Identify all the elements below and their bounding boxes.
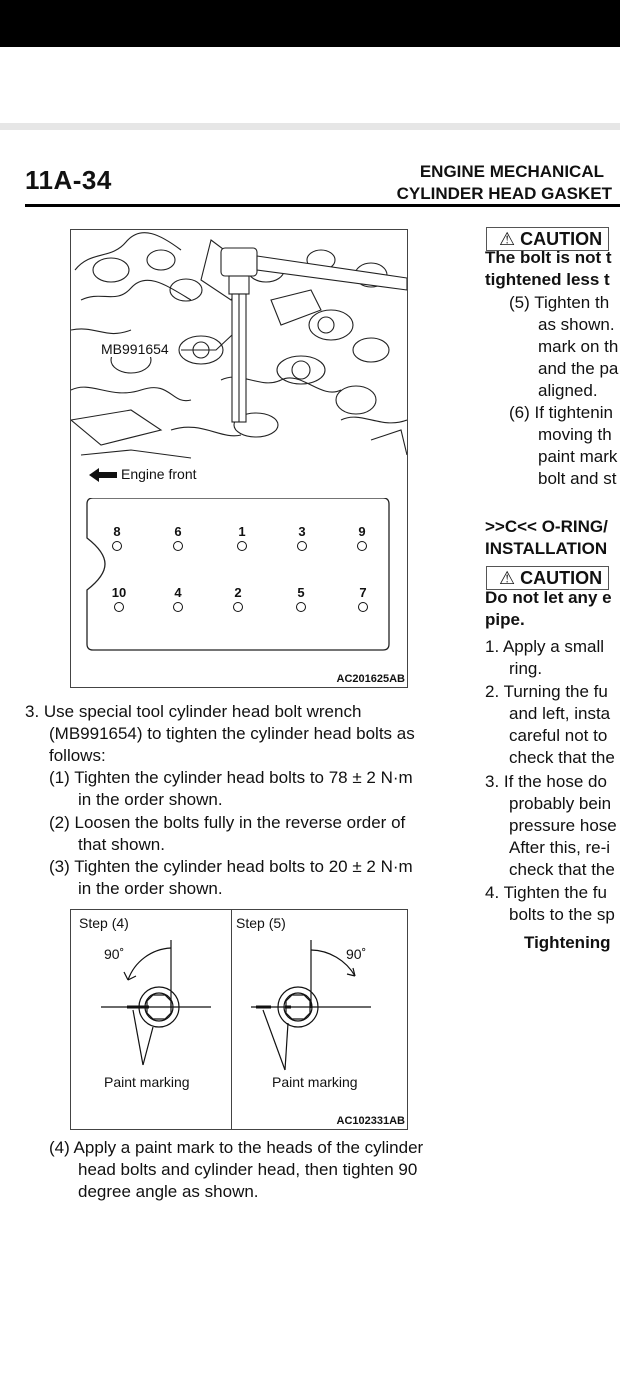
- step-4-title: Step (4): [79, 915, 129, 931]
- step-3-line: 3. Use special tool cylinder head bolt wrench: [25, 702, 362, 721]
- bolt-angle-diagram-right: [231, 910, 407, 1080]
- substep-3-line: in the order shown.: [78, 879, 223, 898]
- bolt-order-figure: [70, 229, 408, 688]
- section-heading: INSTALLATION: [485, 539, 608, 558]
- substep-1-line: (1) Tighten the cylinder head bolts to 78 ± 2 N·m: [49, 768, 413, 787]
- substep-4-line: head bolts and cylinder head, then tighten 90: [78, 1160, 418, 1179]
- torque-angle-figure: [70, 909, 408, 1130]
- item-3-line: After this, re-i: [509, 838, 611, 857]
- item-2-line: and left, insta: [509, 704, 611, 723]
- caution-text: pipe.: [485, 610, 525, 629]
- bolt-number: 10: [111, 585, 127, 600]
- substep-4-line: degree angle as shown.: [78, 1182, 259, 1201]
- tool-label: MB991654: [101, 341, 169, 357]
- step-5-title: Step (5): [236, 915, 286, 931]
- bolt-marker: [107, 525, 127, 551]
- item-1-line: ring.: [509, 659, 543, 678]
- bolt-marker: [168, 525, 188, 551]
- substep-2-line: (2) Loosen the bolts fully in the reverse order of: [49, 813, 406, 832]
- figure-code: AC102331AB: [336, 1115, 405, 1127]
- bolt-number: 2: [234, 585, 242, 600]
- angle-label: 90˚: [346, 946, 367, 962]
- bolt-marker: [232, 525, 252, 551]
- step-6-line: bolt and st: [538, 469, 617, 488]
- item-2-line: 2. Turning the fu: [485, 682, 608, 701]
- section-heading: >>C<< O-RING/: [485, 517, 608, 536]
- substep-2-line: that shown.: [78, 835, 165, 854]
- step-5-line: mark on th: [538, 337, 619, 356]
- top-bar: [0, 0, 620, 47]
- step-5-line: aligned.: [538, 381, 598, 400]
- item-3-line: 3. If the hose do: [485, 772, 607, 791]
- caution-text: tightened less t: [485, 270, 610, 289]
- bolt-marker: [228, 586, 248, 612]
- caution-label: CAUTION: [520, 568, 603, 588]
- figure-code: AC201625AB: [336, 673, 405, 685]
- item-2-line: careful not to: [509, 726, 608, 745]
- bolt-marker: [292, 525, 312, 551]
- section-title: ENGINE MECHANICAL: [419, 162, 604, 181]
- item-3-line: pressure hose: [509, 816, 617, 835]
- bolt-marker: [291, 586, 311, 612]
- warning-icon: ⚠: [499, 568, 516, 588]
- item-4-line: 4. Tighten the fu: [485, 883, 607, 902]
- bolt-number: 5: [297, 585, 305, 600]
- bolt-number: 9: [358, 524, 366, 539]
- substep-1-line: in the order shown.: [78, 790, 223, 809]
- cylinder-head-outline: [85, 498, 391, 652]
- item-1-line: 1. Apply a small: [485, 637, 605, 656]
- bolt-number: 8: [113, 524, 121, 539]
- tightening-label: Tightening: [524, 933, 611, 952]
- bolt-number: 7: [359, 585, 367, 600]
- step-3-line: follows:: [49, 746, 106, 765]
- arrow-left-icon: [89, 468, 117, 482]
- bolt-marker: [353, 586, 373, 612]
- page-number: 11A-34: [25, 165, 112, 195]
- paint-marking-label: Paint marking: [272, 1074, 358, 1090]
- item-4-line: bolts to the sp: [509, 905, 615, 924]
- separator-band: [0, 123, 620, 130]
- item-2-line: check that the: [509, 748, 615, 767]
- subsection-title: CYLINDER HEAD GASKET: [396, 184, 612, 203]
- paint-marking-label: Paint marking: [104, 1074, 190, 1090]
- caution-text: Do not let any e: [485, 588, 612, 607]
- bolt-marker: [352, 525, 372, 551]
- step-6-line: (6) If tightenin: [509, 403, 613, 422]
- bolt-number: 3: [298, 524, 306, 539]
- angle-label: 90˚: [104, 946, 125, 962]
- substep-3-line: (3) Tighten the cylinder head bolts to 20 ± 2 N·m: [49, 857, 413, 876]
- step-5-line: and the pa: [538, 359, 619, 378]
- bolt-number: 6: [174, 524, 182, 539]
- step-6-line: paint mark: [538, 447, 618, 466]
- step-5-line: (5) Tighten th: [509, 293, 610, 312]
- item-3-line: probably bein: [509, 794, 612, 813]
- warning-icon: ⚠: [499, 229, 516, 249]
- bolt-marker: [109, 586, 129, 612]
- bolt-angle-diagram-left: [71, 910, 231, 1080]
- step-6-line: moving th: [538, 425, 612, 444]
- bolt-marker: [168, 586, 188, 612]
- bolt-number: 4: [174, 585, 182, 600]
- caution-label: CAUTION: [520, 229, 603, 249]
- engine-front-label: Engine front: [121, 466, 197, 482]
- step-5-line: as shown.: [538, 315, 615, 334]
- bolt-number: 1: [238, 524, 246, 539]
- substep-4-line: (4) Apply a paint mark to the heads of the cylinder: [49, 1138, 424, 1157]
- header-rule: [25, 204, 620, 207]
- caution-text: The bolt is not t: [485, 248, 612, 267]
- step-3-line: (MB991654) to tighten the cylinder head bolts as: [49, 724, 415, 743]
- item-3-line: check that the: [509, 860, 615, 879]
